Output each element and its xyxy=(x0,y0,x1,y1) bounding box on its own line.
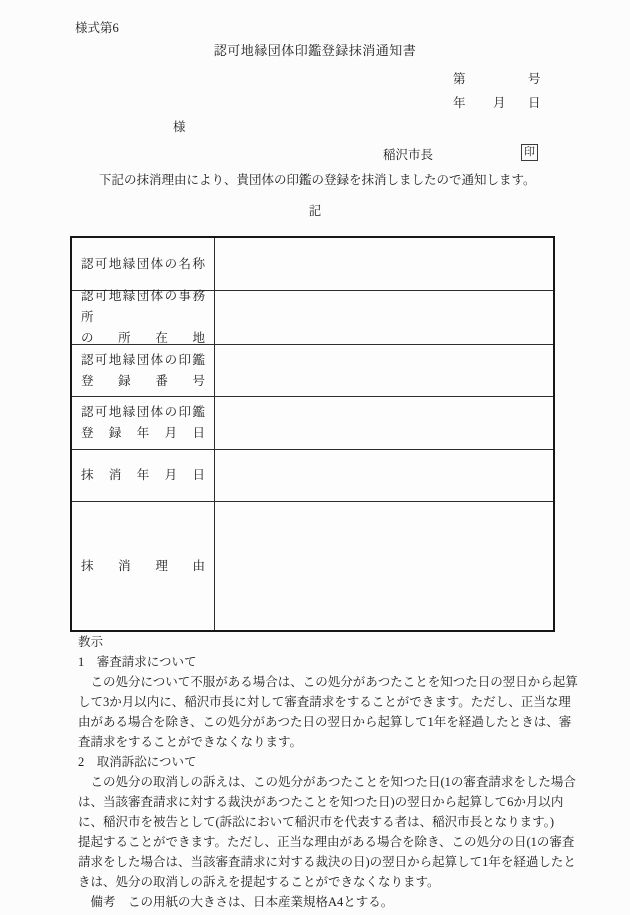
doc-number-suffix: 号 xyxy=(528,72,541,86)
note-line: この処分の取消しの訴えは、この処分があつたことを知つた日(1の審査請求をした場合 xyxy=(78,775,576,789)
row-label-cancellation-reason xyxy=(72,501,215,630)
date-year-label: 年 xyxy=(453,96,466,110)
addressee-honorific: 様 xyxy=(173,120,186,134)
note-line: 教示 xyxy=(78,635,104,649)
note-line: して3か月以内に、稲沢市長に対して審査請求をすることができます。ただし、正当な理 xyxy=(78,695,571,709)
row-label-text: 認可地縁団体の名称 xyxy=(81,256,205,271)
row-label-seal-registration-date xyxy=(72,396,215,449)
note-line: 由がある場合を除き、この処分があつた日の翌日から起算して1年を経過したときは、審 xyxy=(78,715,572,729)
row-label-text: の所在地 xyxy=(81,331,205,345)
seal-mark-icon: 印 xyxy=(524,146,535,158)
note-line: この処分について不服がある場合は、この処分があつたことを知つた日の翌日から起算 xyxy=(78,675,578,689)
field-value-cancellation-date xyxy=(215,449,553,501)
row-label-cancellation-date xyxy=(72,449,215,501)
legal-notes xyxy=(78,632,578,912)
row-label-text: 登録番号 xyxy=(81,373,205,388)
note-line: 備考 この用紙の大きさは、日本産業規格A4とする。 xyxy=(78,895,394,909)
row-label-text: 抹消年月日 xyxy=(81,468,205,482)
row-label-text: 認可地縁団体の印鑑 xyxy=(81,352,205,367)
date-month-label: 月 xyxy=(493,96,506,110)
field-value-seal-registration-date xyxy=(215,396,553,449)
row-label-text: 登録年月日 xyxy=(81,426,205,440)
note-line: 2 取消訴訟について xyxy=(78,755,197,769)
note-line: は、当該審査請求に対する裁決があつたことを知つた日)の翌日から起算して6か月以内 xyxy=(78,795,564,809)
note-line: 請求をした場合は、当該審査請求に対する裁決の日)の翌日から起算して1年を経過したと xyxy=(78,855,576,869)
field-value-seal-registration-number xyxy=(215,344,553,396)
row-label-seal-registration-number xyxy=(72,344,215,396)
field-value-cancellation-reason xyxy=(215,501,553,630)
note-line: きは、処分の取消しの訴えを提起することができなくなります。 xyxy=(78,875,440,889)
notice-text: 下記の抹消理由により、貴団体の印鑑の登録を抹消しましたので通知します。 xyxy=(99,173,536,187)
field-value-organization-name xyxy=(215,238,553,290)
row-label-organization-name xyxy=(72,238,215,290)
date-day-label: 日 xyxy=(528,96,541,110)
seal-box xyxy=(521,144,538,161)
note-line: 提起することができます。ただし、正当な理由がある場合を除き、この処分の日(1の審査 xyxy=(78,835,575,849)
form-code: 様式第6 xyxy=(75,21,119,35)
row-label-text: 認可地縁団体の事務所 xyxy=(81,289,205,324)
note-line: に、稲沢市を被告として(訴訟において稲沢市を代表する者は、稲沢市長となります。) xyxy=(78,815,555,829)
section-marker-ki: 記 xyxy=(308,204,322,218)
row-label-text: 認可地縁団体の印鑑 xyxy=(81,405,205,419)
doc-number-prefix: 第 xyxy=(453,72,466,86)
registration-table xyxy=(70,236,555,632)
field-value-office-address xyxy=(215,290,553,344)
note-line: 1 審査請求について xyxy=(78,655,197,669)
page-title: 認可地縁団体印鑑登録抹消通知書 xyxy=(213,43,417,58)
issuer-title: 稲沢市長 xyxy=(383,148,434,162)
note-line: 査請求をすることができなくなります。 xyxy=(78,735,303,749)
row-label-office-address xyxy=(72,290,215,344)
row-label-text: 抹消理由 xyxy=(81,558,205,573)
